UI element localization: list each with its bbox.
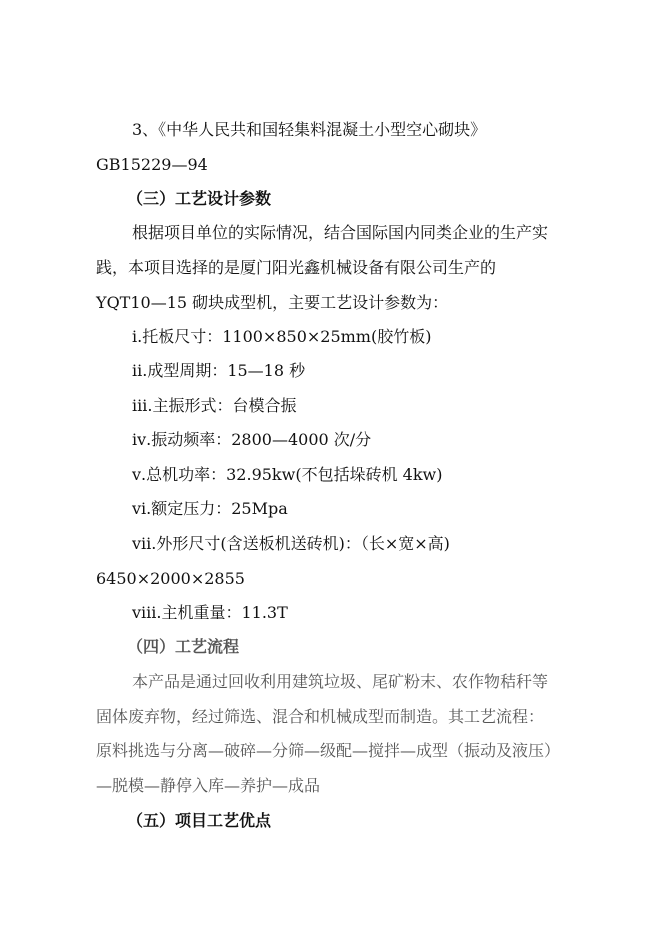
section-4-paragraph-line-3: 原料挑选与分离—破碎—分筛—级配—搅拌—成型（振动及液压） — [96, 741, 561, 760]
param-rated-pressure: ⅵ.额定压力：25Mpa — [132, 499, 288, 518]
reference-item-3: 3、《中华人民共和国轻集料混凝土小型空心砌块》 — [132, 120, 487, 139]
param-pallet-size: ⅰ.托板尺寸：1100×850×25mm(胶竹板) — [132, 327, 432, 346]
section-4-paragraph-line-2: 固体废弃物，经过筛选、混合和机械成型而制造。其工艺流程： — [96, 707, 545, 726]
section-5-heading: （五）项目工艺优点 — [127, 811, 272, 830]
param-overall-dimensions-value: 6450×2000×2855 — [96, 569, 245, 588]
reference-item-3-continued: GB15229—94 — [96, 155, 208, 174]
section-4-paragraph-line-4: —脱模—静停入库—养护—成品 — [96, 776, 321, 795]
param-machine-weight: ⅷ.主机重量：11.3T — [132, 603, 288, 622]
section-3-paragraph-line-1: 根据项目单位的实际情况，结合国际国内同类企业的生产实 — [132, 223, 549, 242]
section-3-paragraph-line-2: 践，本项目选择的是厦门阳光鑫机械设备有限公司生产的 — [96, 258, 497, 277]
section-4-heading: （四）工艺流程 — [127, 637, 240, 656]
section-4-paragraph-line-1: 本产品是通过回收利用建筑垃圾、尾矿粉末、农作物秸秆等 — [132, 672, 549, 691]
param-overall-dimensions: ⅶ.外形尺寸(含送板机送砖机)：（长×宽×高) — [132, 534, 450, 553]
section-3-heading: （三）工艺设计参数 — [127, 189, 272, 208]
section-3-paragraph-line-3: YQT10—15 砌块成型机，主要工艺设计参数为： — [96, 293, 449, 312]
param-vibration-type: ⅲ.主振形式：台模合振 — [132, 396, 297, 415]
param-total-power: ⅴ.总机功率：32.95kw(不包括垛砖机 4kw) — [132, 465, 443, 484]
param-forming-cycle: ⅱ.成型周期：15—18 秒 — [132, 361, 306, 380]
param-vibration-frequency: ⅳ.振动频率：2800—4000 次/分 — [132, 430, 372, 449]
